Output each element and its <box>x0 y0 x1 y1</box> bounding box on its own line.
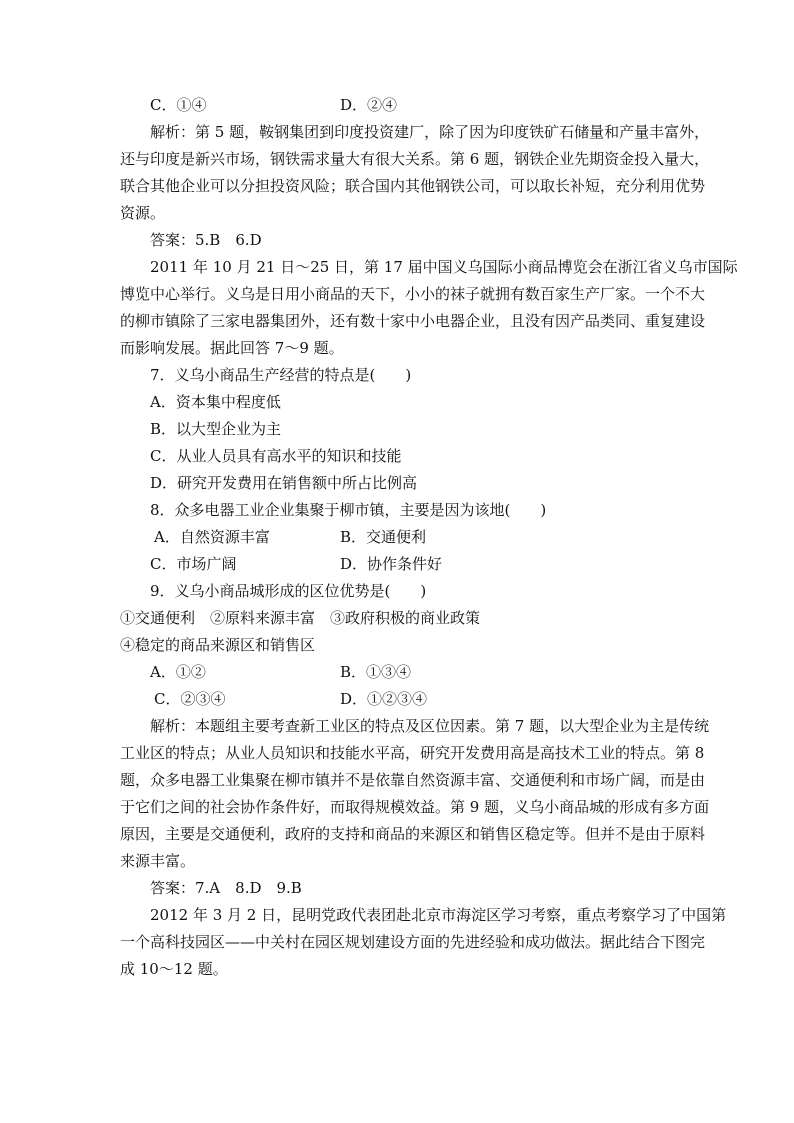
analysis-line: 工业区的特点；从业人员知识和技能水平高，研究开发费用高是高技术工业的特点。第 8 <box>120 744 705 762</box>
option-d: D．②④ <box>340 96 398 114</box>
question-items: ①交通便利 ②原料来源丰富 ③政府积极的商业政策 <box>120 609 481 627</box>
analysis-line: 资源。 <box>120 204 166 222</box>
question-stem: 9．义乌小商品城形成的区位优势是( ) <box>150 582 427 600</box>
analysis-line: 解析：本题组主要考查新工业区的特点及区位因素。第 7 题，以大型企业为主是传统 <box>150 717 710 735</box>
question-8 <box>120 497 676 578</box>
passage-line: 2011 年 10 月 21 日～25 日，第 17 届中国义乌国际小商品博览会在浙江省义乌市国际 <box>150 258 738 276</box>
question-9 <box>120 578 676 713</box>
document-content <box>120 92 738 983</box>
question-items: ④稳定的商品来源区和销售区 <box>120 636 316 654</box>
analysis-line: 来源丰富。 <box>120 852 196 870</box>
option-b: B．①③④ <box>340 663 412 681</box>
passage-line: 而影响发展。据此回答 7～9 题。 <box>120 339 344 357</box>
analysis-line: 联合其他企业可以分担投资风险；联合国内其他钢铁公司，可以取长补短，充分利用优势 <box>120 177 706 195</box>
analysis-line: 还与印度是新兴市场，钢铁需求量大有很大关系。第 6 题，钢铁企业先期资金投入量大， <box>120 150 710 168</box>
option-a: A．①② <box>150 663 206 681</box>
passage-line: 博览中心举行。义乌是日用小商品的天下，小小的袜子就拥有数百家生产厂家。一个不大 <box>120 285 706 303</box>
answer-5-6: 答案：5.B 6.D <box>150 231 262 249</box>
option-d: D．①②③④ <box>340 690 428 708</box>
prev-options-row <box>120 92 676 119</box>
options-row <box>120 659 676 686</box>
options-row <box>120 686 676 713</box>
option-a: A．自然资源丰富 <box>154 528 270 546</box>
question-7 <box>120 362 676 497</box>
passage-line: 一个高科技园区——中关村在园区规划建设方面的先进经验和成功做法。据此结合下图完 <box>120 933 706 951</box>
passage-zhongguancun <box>120 902 727 983</box>
analysis-7-9 <box>120 713 710 875</box>
option-b: B．以大型企业为主 <box>150 420 282 438</box>
passage-line: 2012 年 3 月 2 日，昆明党政代表团赴北京市海淀区学习考察，重点考察学习了中国第 <box>150 906 727 924</box>
option-c: C．从业人员具有高水平的知识和技能 <box>150 447 402 465</box>
option-c: C．市场广阔 <box>150 555 237 573</box>
passage-line: 的柳市镇除了三家电器集团外，还有数十家中小电器企业，且没有因产品类同、重复建设 <box>120 312 706 330</box>
option-b: B．交通便利 <box>340 528 427 546</box>
option-c: C．②③④ <box>154 690 226 708</box>
option-c: C．①④ <box>150 96 207 114</box>
analysis-line: 题，众多电器工业集聚在柳市镇并不是依靠自然资源丰富、交通便利和市场广阔，而是由 <box>120 771 706 789</box>
analysis-line: 原因，主要是交通便利，政府的支持和商品的来源区和销售区稳定等。但并不是由于原料 <box>120 825 706 843</box>
question-stem: 7．义乌小商品生产经营的特点是( ) <box>150 366 412 384</box>
analysis-line: 解析：第 5 题，鞍钢集团到印度投资建厂，除了因为印度铁矿石储量和产量丰富外， <box>150 123 710 141</box>
options-row <box>120 551 676 578</box>
question-stem: 8．众多电器工业企业集聚于柳市镇，主要是因为该地( ) <box>150 501 547 519</box>
option-d: D．研究开发费用在销售额中所占比例高 <box>150 474 418 492</box>
answer-7-9: 答案：7.A 8.D 9.B <box>150 879 302 897</box>
options-row <box>120 524 676 551</box>
option-d: D．协作条件好 <box>340 555 443 573</box>
option-a: A．资本集中程度低 <box>150 393 281 411</box>
passage-line: 成 10～12 题。 <box>120 960 228 978</box>
passage-yiwu <box>120 254 738 362</box>
analysis-5-6 <box>120 119 710 227</box>
analysis-line: 于它们之间的社会协作条件好，而取得规模效益。第 9 题，义乌小商品城的形成有多方面 <box>120 798 710 816</box>
